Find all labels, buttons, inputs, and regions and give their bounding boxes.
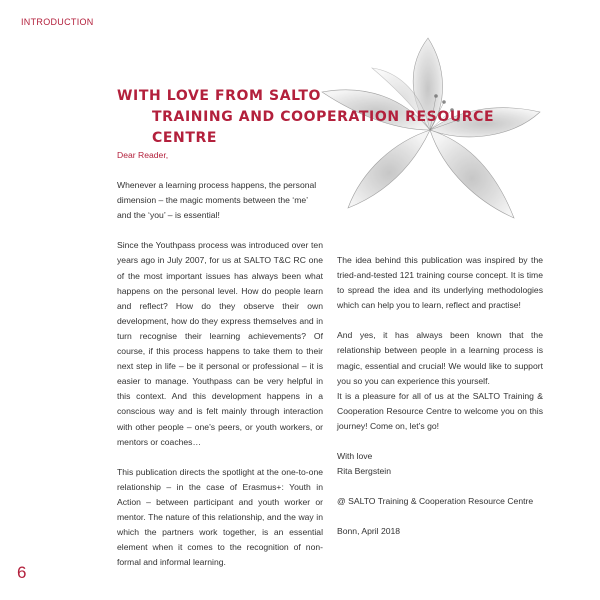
left-paragraph-3: This publication directs the spotlight at the one-to-one relationship – in the case of Erasmus+: Youth in Action – between participant and youth worker or mentor. The nature of this relationship, and the way in which the partners work together, is an essential element when it comes to the recognition of non-formal and informal learning. (117, 466, 323, 568)
salutation: Dear Reader, (117, 150, 169, 160)
right-text-column (337, 253, 543, 539)
left-text-column (117, 148, 323, 570)
left-paragraph-1: Whenever a learning process happens, the personal dimension – the magic moments between the ‘me’ and the ‘you’ – is essential! (117, 180, 317, 221)
right-paragraph-2: And yes, it has always been known that the relationship between people in a learning process is magic, essential and crucial! We would like to support you so you can experience this yourself. (337, 330, 543, 386)
title-line-2: TRAINING AND COOPERATION RESOURCE CENTRE (152, 109, 495, 146)
right-paragraph-1: The idea behind this publication was inspired by the tried-and-tested 121 training course concept. It is time to spread the idea and its underlying methodologies which can help you to learn, reflect and practise! (337, 255, 543, 311)
signature-name: Rita Bergstein (337, 466, 391, 477)
right-paragraph-3: It is a pleasure for all of us at the SALTO Training & Cooperation Resource Centre to welcome you on this journey! Come on, let’s go! (337, 390, 543, 431)
organisation: @ SALTO Training & Cooperation Resource Centre (337, 496, 534, 507)
closing-block (337, 449, 543, 479)
page-number: 6 (17, 563, 27, 582)
closing: With love (337, 451, 373, 462)
left-paragraph-2: Since the Youthpass process was introduced over ten years ago in July 2007, for us at SALTO T&C RC one of the most important issues has always been what happens on the personal level. How do people learn and reflect? How do they observe their own development, how do they express themselves and in turn recognise their learning achievements? Of course, if this process happens to take them to their next step in life – be it personal or professional – it is easier to manage. Youthpass can be very helpful in this context. And this development happens in a conscious way and is felt mainly through interaction with other people – one’s peers, or youth workers, or mentors or coaches… (117, 240, 323, 447)
place-date: Bonn, April 2018 (337, 526, 401, 537)
section-label: INTRODUCTION (21, 17, 94, 27)
title-line-1: WITH LOVE FROM SALTO (117, 88, 322, 104)
page-title (117, 86, 557, 149)
